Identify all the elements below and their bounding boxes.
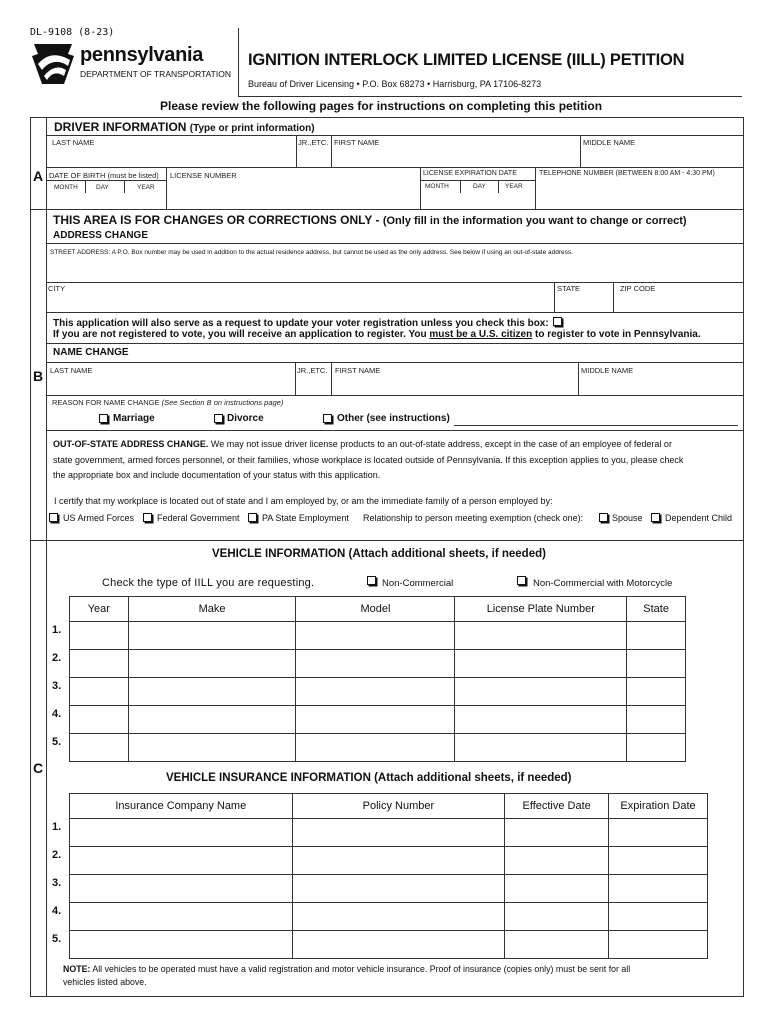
- section-a-letter: A: [33, 168, 44, 184]
- vehicle-table-header: [70, 597, 686, 622]
- license-exp-field[interactable]: [421, 194, 534, 208]
- vehicle-plate-cell[interactable]: [455, 706, 627, 734]
- policy-number-cell[interactable]: [292, 931, 505, 959]
- vehicle-table: [69, 596, 686, 762]
- pa-state-employment-label: PA State Employment: [262, 513, 349, 523]
- vehicle-row-number: 1.: [52, 624, 62, 636]
- rule: [46, 312, 744, 313]
- table-row: [70, 819, 708, 847]
- oos-line3: the appropriate box and include documentation of your status with this application.: [53, 470, 381, 480]
- insurance-row-number: 4.: [52, 905, 62, 917]
- dependent-child-checkbox[interactable]: [651, 513, 660, 522]
- new-last-name-field[interactable]: [47, 375, 294, 394]
- expiration-date-cell[interactable]: [609, 931, 708, 959]
- vehicle-model-cell[interactable]: [296, 650, 455, 678]
- table-row: [70, 847, 708, 875]
- vehicle-model-cell[interactable]: [296, 706, 455, 734]
- new-middle-name-label: MIDDLE NAME: [581, 366, 634, 375]
- spouse-checkbox[interactable]: [599, 513, 608, 522]
- oos-line2: state government, armed forces personnel, or their families, whose workplace is located outside of Pennsylvania. If this exception applies to you, please check: [53, 455, 684, 465]
- policy-number-cell[interactable]: [292, 847, 505, 875]
- us-armed-forces-checkbox[interactable]: [49, 513, 58, 522]
- last-name-label: LAST NAME: [52, 138, 95, 147]
- expiration-date-cell[interactable]: [609, 819, 708, 847]
- jr-etc-label: JR.,ETC.: [298, 138, 329, 147]
- header-divider: [238, 28, 239, 96]
- vehicle-row-number: 2.: [52, 652, 62, 664]
- logo-department: DEPARTMENT OF TRANSPORTATION: [80, 69, 231, 79]
- new-jr-etc-field[interactable]: [296, 375, 330, 394]
- page-title: IGNITION INTERLOCK LIMITED LICENSE (IILL) PETITION: [248, 51, 685, 69]
- table-row: [70, 875, 708, 903]
- insurance-table: [69, 793, 708, 959]
- insurance-info-title: VEHICLE INSURANCE INFORMATION (Attach additional sheets, if needed): [166, 772, 572, 784]
- form-number: DL-9108 (8-23): [30, 27, 115, 38]
- header-rule: [238, 96, 742, 97]
- check-type-label: Check the type of IILL you are requesting.: [102, 577, 315, 589]
- rule: [46, 282, 744, 283]
- name-change-title: NAME CHANGE: [53, 347, 129, 358]
- insurance-company-cell[interactable]: [70, 875, 293, 903]
- rule: [46, 343, 744, 344]
- vehicle-state-cell[interactable]: [627, 622, 686, 650]
- telephone-field[interactable]: [536, 181, 743, 208]
- other-checkbox[interactable]: [323, 414, 332, 423]
- table-row: [70, 622, 686, 650]
- rule: [124, 180, 125, 193]
- vehicle-year-cell[interactable]: [70, 622, 129, 650]
- non-commercial-label: Non-Commercial: [382, 578, 454, 589]
- rule: [46, 430, 744, 431]
- insurance-note-line1: NOTE: All vehicles to be operated must have a valid registration and motor vehicle insurance. Proof of insurance (copies only) must be sent for all: [63, 964, 631, 974]
- vehicle-make-cell[interactable]: [128, 734, 296, 762]
- insurance-company-cell[interactable]: [70, 819, 293, 847]
- dependent-child-label: Dependent Child: [665, 513, 733, 523]
- agency-address: Bureau of Driver Licensing • P.O. Box 68273 • Harrisburg, PA 17106-8273: [248, 79, 542, 89]
- vehicle-model-cell[interactable]: [296, 678, 455, 706]
- new-first-name-label: FIRST NAME: [335, 366, 381, 375]
- state-field[interactable]: [555, 293, 612, 311]
- vehicle-col-year: Year: [70, 597, 129, 622]
- table-row: [70, 734, 686, 762]
- instructions-note: Please review the following pages for instructions on completing this petition: [160, 99, 603, 113]
- pa-state-employment-checkbox[interactable]: [248, 513, 257, 522]
- dob-month-label: MONTH: [54, 184, 78, 191]
- dob-field[interactable]: [47, 194, 165, 208]
- zip-field[interactable]: [614, 293, 743, 311]
- vehicle-col-make: Make: [128, 597, 296, 622]
- vehicle-plate-cell[interactable]: [455, 650, 627, 678]
- rule: [85, 180, 86, 193]
- section-b-c-divider: [30, 540, 744, 541]
- vehicle-year-cell[interactable]: [70, 650, 129, 678]
- vehicle-info-title: VEHICLE INFORMATION (Attach additional sheets, if needed): [212, 548, 546, 560]
- exp-day-label: DAY: [473, 183, 486, 190]
- dob-year-label: YEAR: [137, 184, 155, 191]
- rule: [46, 180, 166, 181]
- section-a-b-divider: [30, 209, 744, 210]
- exp-year-label: YEAR: [505, 183, 523, 190]
- vehicle-row-number: 5.: [52, 736, 62, 748]
- city-field[interactable]: [47, 293, 553, 311]
- changes-note: (Only fill in the information you want to change or correct): [382, 215, 687, 227]
- rule: [420, 180, 535, 181]
- middle-name-label: MIDDLE NAME: [583, 138, 636, 147]
- insurance-company-cell[interactable]: [70, 931, 293, 959]
- vehicle-col-state: State: [627, 597, 686, 622]
- expiration-date-cell[interactable]: [609, 875, 708, 903]
- jr-etc-field[interactable]: [297, 147, 330, 166]
- vehicle-state-cell[interactable]: [627, 706, 686, 734]
- license-number-label: LICENSE NUMBER: [170, 171, 237, 180]
- telephone-label: TELEPHONE NUMBER (BETWEEN 8:00 AM - 4:30 PM): [539, 170, 715, 177]
- insurance-note-line2: vehicles listed above.: [63, 977, 147, 987]
- vehicle-plate-cell[interactable]: [455, 622, 627, 650]
- rule: [46, 167, 744, 168]
- insurance-col-expiration: Expiration Date: [609, 794, 708, 819]
- insurance-company-cell[interactable]: [70, 847, 293, 875]
- driver-info-title: DRIVER INFORMATION (Type or print information): [54, 120, 315, 134]
- dob-label: DATE OF BIRTH (must be listed): [49, 171, 159, 180]
- insurance-col-policy: Policy Number: [292, 794, 505, 819]
- other-reason-field[interactable]: [454, 425, 738, 426]
- non-commercial-motorcycle-label: Non-Commercial with Motorcycle: [533, 578, 673, 589]
- effective-date-cell[interactable]: [505, 819, 609, 847]
- logo-name: pennsylvania: [80, 44, 204, 66]
- rule: [46, 395, 744, 396]
- vehicle-plate-cell[interactable]: [455, 734, 627, 762]
- dob-day-label: DAY: [96, 184, 109, 191]
- vehicle-col-plate: License Plate Number: [455, 597, 627, 622]
- rule: [46, 362, 744, 363]
- us-armed-forces-label: US Armed Forces: [63, 513, 135, 523]
- policy-number-cell[interactable]: [292, 903, 505, 931]
- effective-date-cell[interactable]: [505, 875, 609, 903]
- zip-label: ZIP CODE: [620, 284, 656, 293]
- insurance-company-cell[interactable]: [70, 903, 293, 931]
- table-row: [70, 678, 686, 706]
- insurance-row-number: 1.: [52, 821, 62, 833]
- insurance-table-header: [70, 794, 708, 819]
- driver-info-note: (Type or print information): [189, 123, 315, 134]
- rule: [46, 135, 744, 136]
- voter-notice-line1: This application will also serve as a request to update your voter registration unless you check this box:: [53, 318, 549, 329]
- table-row: [70, 931, 708, 959]
- marriage-label: Marriage: [113, 413, 155, 424]
- new-first-name-field[interactable]: [332, 375, 577, 394]
- section-b-letter: B: [33, 368, 44, 384]
- vehicle-year-cell[interactable]: [70, 706, 129, 734]
- middle-name-field[interactable]: [581, 147, 743, 166]
- voter-notice-line2: If you are not registered to vote, you will receive an application to register. You must be a U.S. citizen to register to vote in Pennsylvania.: [53, 329, 701, 340]
- vehicle-col-model: Model: [296, 597, 455, 622]
- vehicle-state-cell[interactable]: [627, 678, 686, 706]
- expiration-date-cell[interactable]: [609, 903, 708, 931]
- citizen-requirement: must be a U.S. citizen: [429, 329, 533, 340]
- vehicle-make-cell[interactable]: [128, 706, 296, 734]
- expiration-date-cell[interactable]: [609, 847, 708, 875]
- effective-date-cell[interactable]: [505, 847, 609, 875]
- vehicle-make-cell[interactable]: [128, 622, 296, 650]
- first-name-label: FIRST NAME: [334, 138, 380, 147]
- oos-line1: OUT-OF-STATE ADDRESS CHANGE. We may not issue driver license products to an out-of-state address, except in the case of an employee of federal or: [53, 439, 672, 449]
- street-address-label: STREET ADDRESS: A P.O. Box number may be used in addition to the actual residence address, but cannot be used as the only address. See below if using an out-of-state address.: [50, 249, 573, 256]
- city-label: CITY: [48, 284, 66, 293]
- exp-month-label: MONTH: [425, 183, 449, 190]
- effective-date-cell[interactable]: [505, 931, 609, 959]
- divorce-label: Divorce: [227, 413, 264, 424]
- first-name-field[interactable]: [332, 147, 579, 166]
- license-number-field[interactable]: [167, 181, 419, 208]
- reason-label: REASON FOR NAME CHANGE (See Section B on instructions page): [52, 398, 284, 407]
- table-row: [70, 650, 686, 678]
- spouse-label: Spouse: [612, 513, 643, 523]
- non-commercial-checkbox[interactable]: [367, 576, 376, 585]
- street-address-field[interactable]: [47, 258, 743, 281]
- insurance-row-number: 5.: [52, 933, 62, 945]
- vehicle-make-cell[interactable]: [128, 678, 296, 706]
- certify-text: I certify that my workplace is located out of state and I am employed by, or am the immediate family of a person employed by:: [54, 496, 553, 506]
- vehicle-make-cell[interactable]: [128, 650, 296, 678]
- insurance-row-number: 3.: [52, 877, 62, 889]
- vehicle-model-cell[interactable]: [296, 734, 455, 762]
- address-change-title: ADDRESS CHANGE: [53, 230, 149, 241]
- section-c-letter: C: [33, 760, 44, 776]
- rule: [46, 243, 744, 244]
- rule: [498, 180, 499, 193]
- vehicle-row-number: 4.: [52, 708, 62, 720]
- vehicle-year-cell[interactable]: [70, 678, 129, 706]
- keystone-logo-icon: [30, 42, 76, 86]
- vehicle-plate-cell[interactable]: [455, 678, 627, 706]
- insurance-row-number: 2.: [52, 849, 62, 861]
- vehicle-state-cell[interactable]: [627, 650, 686, 678]
- new-middle-name-field[interactable]: [579, 375, 743, 394]
- new-jr-etc-label: JR.,ETC.: [297, 366, 328, 375]
- other-label: Other (see instructions): [337, 413, 450, 424]
- insurance-col-effective: Effective Date: [505, 794, 609, 819]
- rule: [460, 180, 461, 193]
- federal-government-label: Federal Government: [157, 513, 240, 523]
- divorce-checkbox[interactable]: [214, 414, 223, 423]
- voter-opt-out-checkbox[interactable]: [553, 317, 562, 326]
- policy-number-cell[interactable]: [292, 819, 505, 847]
- license-exp-label: LICENSE EXPIRATION DATE: [423, 170, 517, 177]
- table-row: [70, 706, 686, 734]
- vehicle-year-cell[interactable]: [70, 734, 129, 762]
- non-commercial-motorcycle-checkbox[interactable]: [517, 576, 526, 585]
- state-label: STATE: [557, 284, 581, 293]
- section-letter-column: [46, 117, 47, 997]
- table-row: [70, 903, 708, 931]
- effective-date-cell[interactable]: [505, 903, 609, 931]
- new-last-name-label: LAST NAME: [50, 366, 93, 375]
- policy-number-cell[interactable]: [292, 875, 505, 903]
- last-name-field[interactable]: [47, 147, 295, 166]
- insurance-col-company: Insurance Company Name: [70, 794, 293, 819]
- relationship-label: Relationship to person meeting exemption (check one):: [363, 513, 584, 523]
- vehicle-row-number: 3.: [52, 680, 62, 692]
- federal-government-checkbox[interactable]: [143, 513, 152, 522]
- changes-title: THIS AREA IS FOR CHANGES OR CORRECTIONS ONLY - (Only fill in the information you want to change or correct): [53, 213, 687, 227]
- vehicle-state-cell[interactable]: [627, 734, 686, 762]
- vehicle-model-cell[interactable]: [296, 622, 455, 650]
- logo: [30, 42, 235, 88]
- marriage-checkbox[interactable]: [99, 414, 108, 423]
